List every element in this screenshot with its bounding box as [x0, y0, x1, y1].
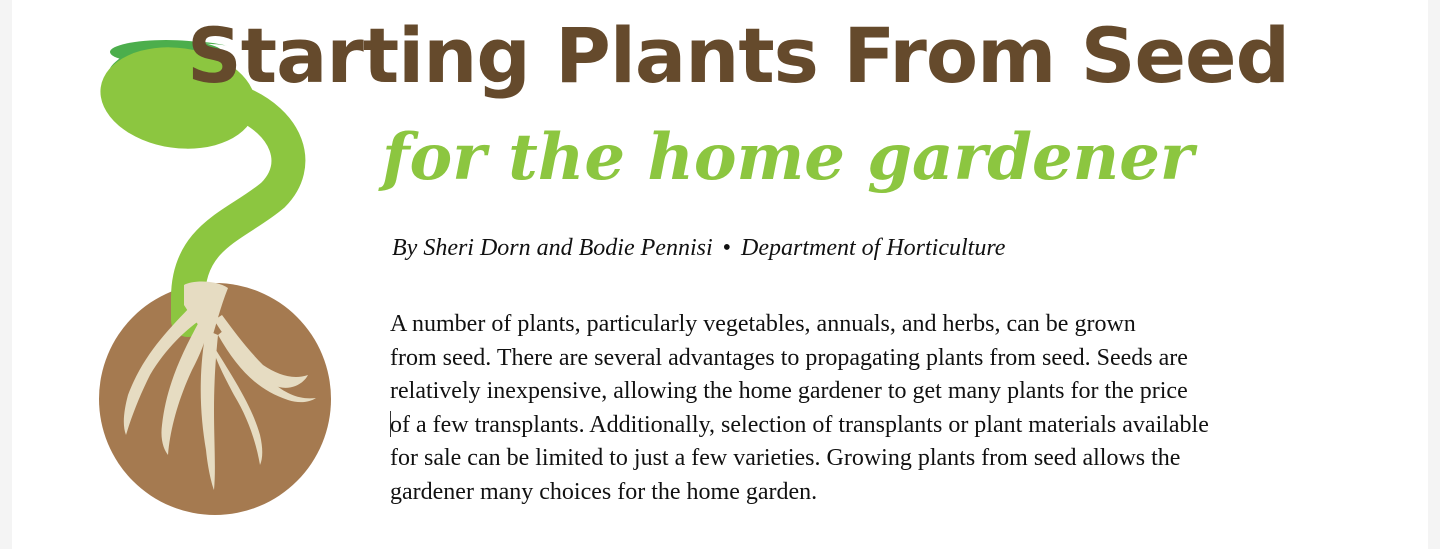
document-page: [12, 0, 1428, 549]
byline-department: Department of Horticulture: [741, 235, 1006, 261]
page-subtitle: for the home gardener: [382, 120, 1194, 195]
intro-line: gardener many choices for the home garden.: [390, 478, 818, 505]
intro-line: of a few transplants. Additionally, selection of transplants or plant materials available: [390, 411, 1209, 438]
byline: [392, 230, 1005, 266]
page-title: Starting Plants From Seed: [187, 11, 1289, 100]
intro-line: relatively inexpensive, allowing the home gardener to get many plants for the price: [390, 378, 1188, 405]
intro-line: from seed. There are several advantages to propagating plants from seed. Seeds are: [390, 344, 1188, 371]
byline-authors: By Sheri Dorn and Bodie Pennisi: [392, 235, 713, 261]
intro-line: for sale can be limited to just a few varieties. Growing plants from seed allows the: [390, 445, 1181, 472]
intro-paragraph[interactable]: [390, 308, 1370, 510]
byline-separator: •: [722, 235, 732, 261]
intro-line-with-caret: [390, 409, 1370, 443]
intro-line: A number of plants, particularly vegetables, annuals, and herbs, can be grown: [390, 311, 1136, 337]
